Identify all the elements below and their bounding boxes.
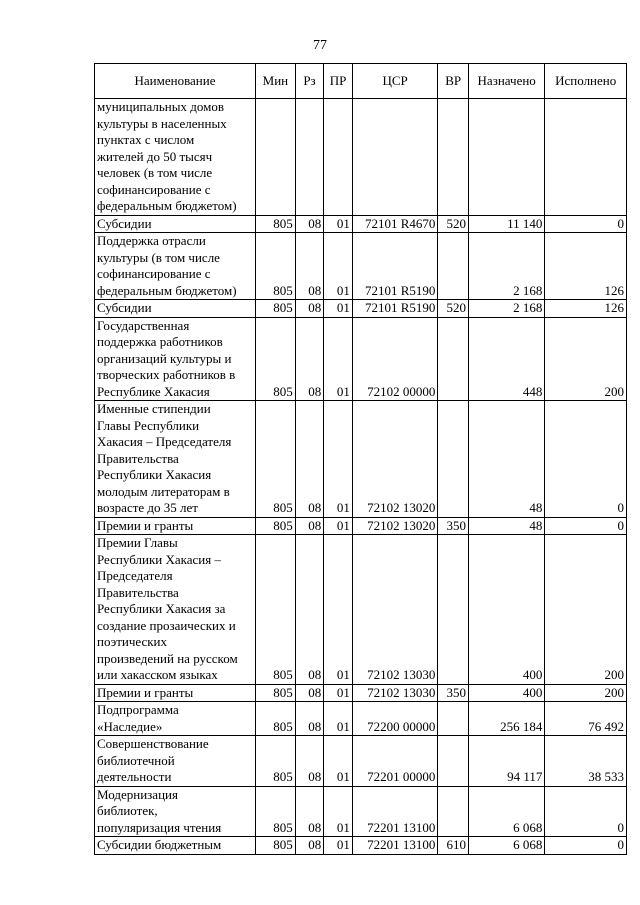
cell-name bbox=[95, 837, 256, 855]
cell-min: 805 bbox=[256, 317, 296, 401]
cell-pr: 01 bbox=[324, 517, 353, 535]
cell-csr: 72201 00000 bbox=[352, 736, 438, 787]
cell-pr: 01 bbox=[324, 233, 353, 300]
cell-name-line: софинансирование с bbox=[97, 181, 211, 197]
cell-min: 805 bbox=[256, 401, 296, 518]
cell-name-line: творческих работников в bbox=[97, 367, 236, 382]
cell-rz: 08 bbox=[295, 684, 324, 702]
table-row bbox=[95, 401, 627, 518]
cell-name-line: Республики Хакасия bbox=[97, 467, 212, 482]
cell-csr bbox=[352, 99, 438, 216]
table-row bbox=[95, 233, 627, 300]
cell-name-line: Республики Хакасия – bbox=[97, 551, 221, 567]
cell-rz: 08 bbox=[295, 517, 324, 535]
cell-csr: 72101 R5190 bbox=[352, 233, 438, 300]
cell-name bbox=[95, 233, 256, 300]
cell-pr: 01 bbox=[324, 317, 353, 401]
table-row bbox=[95, 702, 627, 736]
cell-name-line: Республики Хакасия за bbox=[97, 601, 226, 616]
cell-name-line: Правительства bbox=[97, 584, 179, 600]
header-naznacheno: Назначено bbox=[468, 64, 544, 99]
cell-name-line: Республике Хакасия bbox=[97, 383, 210, 399]
cell-ispolneno: 0 bbox=[545, 837, 627, 855]
cell-rz bbox=[295, 99, 324, 216]
cell-name-line: Правительства bbox=[97, 450, 179, 466]
cell-name-line: культуры (в том числе bbox=[97, 249, 220, 265]
cell-name-line: Модернизация bbox=[97, 786, 178, 802]
cell-ispolneno: 200 bbox=[545, 684, 627, 702]
cell-name bbox=[95, 535, 256, 685]
cell-pr: 01 bbox=[324, 702, 353, 736]
cell-ispolneno: 0 bbox=[545, 517, 627, 535]
cell-min: 805 bbox=[256, 786, 296, 837]
cell-ispolneno bbox=[545, 99, 627, 216]
cell-name-line: Государственная bbox=[97, 317, 190, 333]
cell-name-line: Хакасия – Председателя bbox=[97, 434, 232, 449]
cell-rz: 08 bbox=[295, 786, 324, 837]
cell-pr: 01 bbox=[324, 535, 353, 685]
cell-ispolneno: 126 bbox=[545, 300, 627, 318]
cell-ispolneno: 126 bbox=[545, 233, 627, 300]
cell-csr: 72201 13100 bbox=[352, 786, 438, 837]
cell-pr: 01 bbox=[324, 300, 353, 318]
cell-pr bbox=[324, 99, 353, 216]
cell-name-line: молодым литераторам в bbox=[97, 483, 230, 499]
cell-name-line: софинансирование с bbox=[97, 266, 211, 281]
cell-name-line: человек (в том числе bbox=[97, 165, 213, 180]
cell-name-line: пунктах с числом bbox=[97, 132, 195, 147]
header-rz: Рз bbox=[295, 64, 324, 99]
cell-name-line: создание прозаических и bbox=[97, 617, 236, 633]
cell-name bbox=[95, 517, 256, 535]
cell-name-line: Премии и гранты bbox=[97, 517, 194, 533]
cell-ispolneno: 76 492 bbox=[545, 702, 627, 736]
table-row bbox=[95, 837, 627, 855]
cell-min: 805 bbox=[256, 517, 296, 535]
cell-csr: 72102 13020 bbox=[352, 517, 438, 535]
cell-name bbox=[95, 300, 256, 318]
cell-vr bbox=[438, 401, 469, 518]
cell-name-line: федеральным бюджетом) bbox=[97, 282, 237, 298]
cell-naznacheno: 94 117 bbox=[468, 736, 544, 787]
cell-vr bbox=[438, 317, 469, 401]
table-row bbox=[95, 317, 627, 401]
cell-name-line: культуры в населенных bbox=[97, 115, 227, 131]
cell-name bbox=[95, 684, 256, 702]
cell-name-line: Премии и гранты bbox=[97, 684, 194, 700]
cell-naznacheno: 2 168 bbox=[468, 300, 544, 318]
cell-name-line: «Наследие» bbox=[97, 718, 163, 734]
cell-naznacheno: 2 168 bbox=[468, 233, 544, 300]
cell-vr bbox=[438, 99, 469, 216]
cell-pr: 01 bbox=[324, 215, 353, 233]
cell-naznacheno: 400 bbox=[468, 535, 544, 685]
cell-vr: 520 bbox=[438, 300, 469, 318]
cell-naznacheno: 6 068 bbox=[468, 786, 544, 837]
cell-name bbox=[95, 736, 256, 787]
cell-csr: 72201 13100 bbox=[352, 837, 438, 855]
cell-name-line: организаций культуры и bbox=[97, 350, 232, 366]
cell-min: 805 bbox=[256, 300, 296, 318]
cell-name-line: Подпрограмма bbox=[97, 702, 179, 717]
cell-name-line: Совершенствование bbox=[97, 736, 209, 751]
cell-rz: 08 bbox=[295, 702, 324, 736]
cell-ispolneno: 0 bbox=[545, 786, 627, 837]
table-row bbox=[95, 535, 627, 685]
cell-name-line: произведений на русском bbox=[97, 650, 238, 666]
cell-rz: 08 bbox=[295, 401, 324, 518]
cell-name-line: Субсидии bbox=[97, 300, 152, 315]
cell-min: 805 bbox=[256, 684, 296, 702]
cell-vr bbox=[438, 535, 469, 685]
cell-name-line: библиотек, bbox=[97, 803, 158, 818]
cell-csr: 72200 00000 bbox=[352, 702, 438, 736]
cell-vr bbox=[438, 233, 469, 300]
page-number: 77 bbox=[313, 38, 327, 53]
cell-pr: 01 bbox=[324, 736, 353, 787]
cell-name-line: муниципальных домов bbox=[97, 99, 224, 114]
cell-vr: 520 bbox=[438, 215, 469, 233]
header-ispolneno: Исполнено bbox=[545, 64, 627, 99]
cell-csr: 72101 R4670 bbox=[352, 215, 438, 233]
cell-naznacheno: 400 bbox=[468, 684, 544, 702]
cell-min: 805 bbox=[256, 233, 296, 300]
header-min: Мин bbox=[256, 64, 296, 99]
table-row bbox=[95, 99, 627, 216]
cell-name bbox=[95, 786, 256, 837]
cell-pr: 01 bbox=[324, 684, 353, 702]
cell-vr bbox=[438, 702, 469, 736]
table-row bbox=[95, 736, 627, 787]
cell-name bbox=[95, 317, 256, 401]
cell-rz: 08 bbox=[295, 736, 324, 787]
cell-name-line: популяризация чтения bbox=[97, 819, 222, 835]
cell-rz: 08 bbox=[295, 317, 324, 401]
cell-name-line: Председателя bbox=[97, 568, 173, 583]
cell-min: 805 bbox=[256, 535, 296, 685]
table-row bbox=[95, 786, 627, 837]
cell-name-line: Главы Республики bbox=[97, 417, 200, 433]
cell-name-line: или хакасском языках bbox=[97, 667, 218, 682]
cell-min: 805 bbox=[256, 702, 296, 736]
cell-name-line: Премии Главы bbox=[97, 535, 178, 550]
cell-name-line: Субсидии bbox=[97, 215, 152, 231]
cell-name bbox=[95, 99, 256, 216]
cell-rz: 08 bbox=[295, 535, 324, 685]
cell-name-line: федеральным бюджетом) bbox=[97, 198, 237, 213]
cell-min: 805 bbox=[256, 215, 296, 233]
cell-pr: 01 bbox=[324, 401, 353, 518]
cell-name-line: Именные стипендии bbox=[97, 401, 211, 416]
cell-naznacheno bbox=[468, 99, 544, 216]
header-pr: ПР bbox=[324, 64, 353, 99]
table-row bbox=[95, 300, 627, 318]
cell-naznacheno: 48 bbox=[468, 401, 544, 518]
cell-rz: 08 bbox=[295, 215, 324, 233]
cell-rz: 08 bbox=[295, 837, 324, 855]
cell-naznacheno: 48 bbox=[468, 517, 544, 535]
cell-name-line: возрасте до 35 лет bbox=[97, 500, 198, 515]
cell-vr bbox=[438, 786, 469, 837]
table-row bbox=[95, 215, 627, 233]
budget-table bbox=[94, 63, 627, 855]
cell-ispolneno: 200 bbox=[545, 535, 627, 685]
cell-ispolneno: 38 533 bbox=[545, 736, 627, 787]
cell-vr: 610 bbox=[438, 837, 469, 855]
cell-csr: 72102 13020 bbox=[352, 401, 438, 518]
cell-vr: 350 bbox=[438, 684, 469, 702]
cell-csr: 72101 R5190 bbox=[352, 300, 438, 318]
cell-name-line: жителей до 50 тысяч bbox=[97, 148, 213, 164]
cell-name bbox=[95, 401, 256, 518]
cell-naznacheno: 256 184 bbox=[468, 702, 544, 736]
cell-vr bbox=[438, 736, 469, 787]
table-row bbox=[95, 684, 627, 702]
cell-vr: 350 bbox=[438, 517, 469, 535]
cell-naznacheno: 11 140 bbox=[468, 215, 544, 233]
header-csr: ЦСР bbox=[352, 64, 438, 99]
cell-name bbox=[95, 215, 256, 233]
table-row bbox=[95, 517, 627, 535]
header-vr: ВР bbox=[438, 64, 469, 99]
cell-ispolneno: 200 bbox=[545, 317, 627, 401]
cell-naznacheno: 6 068 bbox=[468, 837, 544, 855]
cell-name-line: библиотечной bbox=[97, 752, 175, 768]
cell-pr: 01 bbox=[324, 837, 353, 855]
cell-ispolneno: 0 bbox=[545, 401, 627, 518]
cell-pr: 01 bbox=[324, 786, 353, 837]
cell-rz: 08 bbox=[295, 233, 324, 300]
cell-csr: 72102 00000 bbox=[352, 317, 438, 401]
cell-name-line: Субсидии бюджетным bbox=[97, 837, 222, 852]
cell-min bbox=[256, 99, 296, 216]
cell-name bbox=[95, 702, 256, 736]
cell-naznacheno: 448 bbox=[468, 317, 544, 401]
cell-name-line: поддержка работников bbox=[97, 334, 223, 349]
cell-name-line: Поддержка отрасли bbox=[97, 233, 206, 248]
cell-rz: 08 bbox=[295, 300, 324, 318]
cell-csr: 72102 13030 bbox=[352, 684, 438, 702]
cell-csr: 72102 13030 bbox=[352, 535, 438, 685]
cell-ispolneno: 0 bbox=[545, 215, 627, 233]
table-body bbox=[95, 99, 627, 855]
header-row bbox=[95, 64, 627, 99]
cell-name-line: деятельности bbox=[97, 769, 172, 784]
cell-min: 805 bbox=[256, 837, 296, 855]
cell-min: 805 bbox=[256, 736, 296, 787]
header-name: Наименование bbox=[95, 64, 256, 99]
cell-name-line: поэтических bbox=[97, 634, 168, 649]
